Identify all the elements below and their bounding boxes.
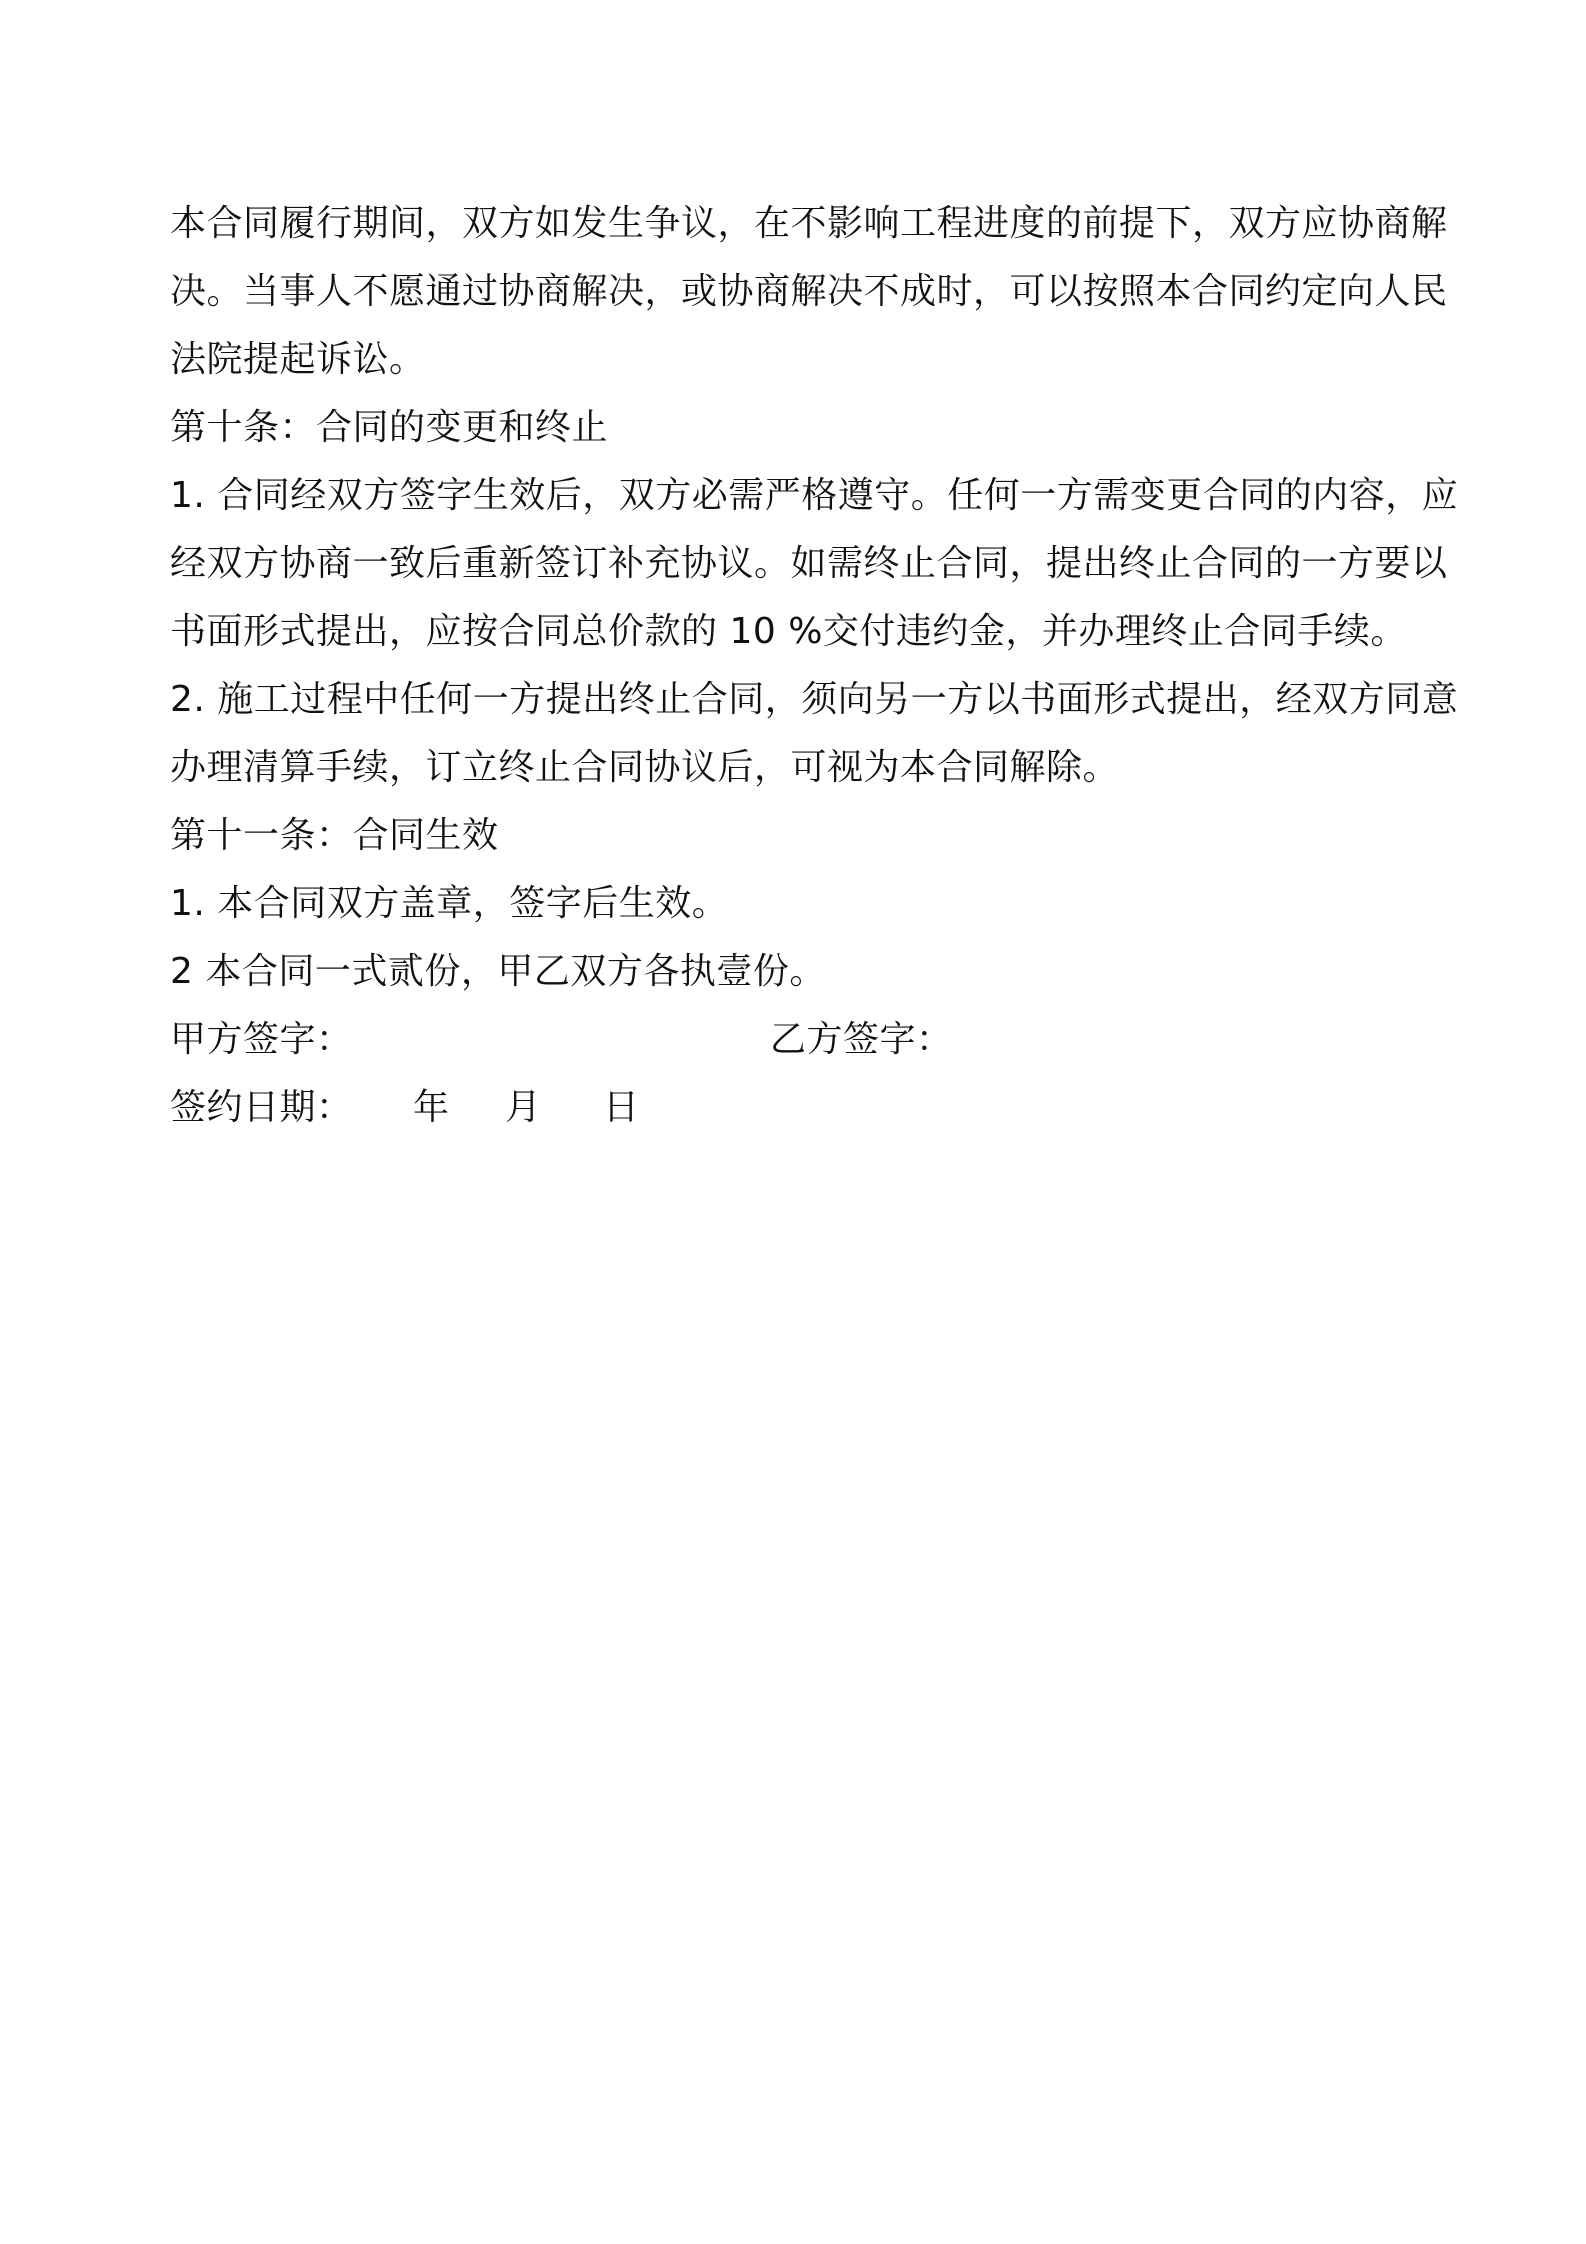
article-10-item-2: 2. 施工过程中任何一方提出终止合同，须向另一方以书面形式提出，经双方同意办理清算手续，订立终止合同协议后，可视为本合同解除。 bbox=[170, 679, 1459, 788]
party-a-signature-label: 甲方签字： bbox=[170, 1019, 353, 1060]
signing-date-row bbox=[170, 1074, 1480, 1142]
signing-date-label: 签约日期： bbox=[170, 1087, 353, 1128]
date-month-label: 月 bbox=[505, 1087, 542, 1128]
article-10-heading: 第十条：合同的变更和终止 bbox=[170, 407, 609, 448]
article-10-item-1: 1. 合同经双方签字生效后，双方必需严格遵守。任何一方需变更合同的内容，应经双方协商一致后重新签订补充协议。如需终止合同，提出终止合同的一方要以书面形式提出，应按合同总价款的 10 %交付违约金，并办理终止合同手续。 bbox=[170, 475, 1459, 652]
article-11-item-2: 2 本合同一式贰份，甲乙双方各执壹份。 bbox=[170, 951, 826, 992]
date-year-label: 年 bbox=[413, 1087, 450, 1128]
date-day-label: 日 bbox=[603, 1087, 640, 1128]
dispute-paragraph: 本合同履行期间，双方如发生争议，在不影响工程进度的前提下，双方应协商解决。当事人不愿通过协商解决，或协商解决不成时，可以按照本合同约定向人民法院提起诉讼。 bbox=[170, 203, 1448, 380]
party-b-signature-label: 乙方签字： bbox=[770, 1019, 953, 1060]
article-11-item-1: 1. 本合同双方盖章，签字后生效。 bbox=[170, 883, 729, 924]
document-body bbox=[170, 190, 1480, 1142]
article-11-heading: 第十一条：合同生效 bbox=[170, 815, 499, 856]
signature-row bbox=[170, 1006, 1480, 1074]
